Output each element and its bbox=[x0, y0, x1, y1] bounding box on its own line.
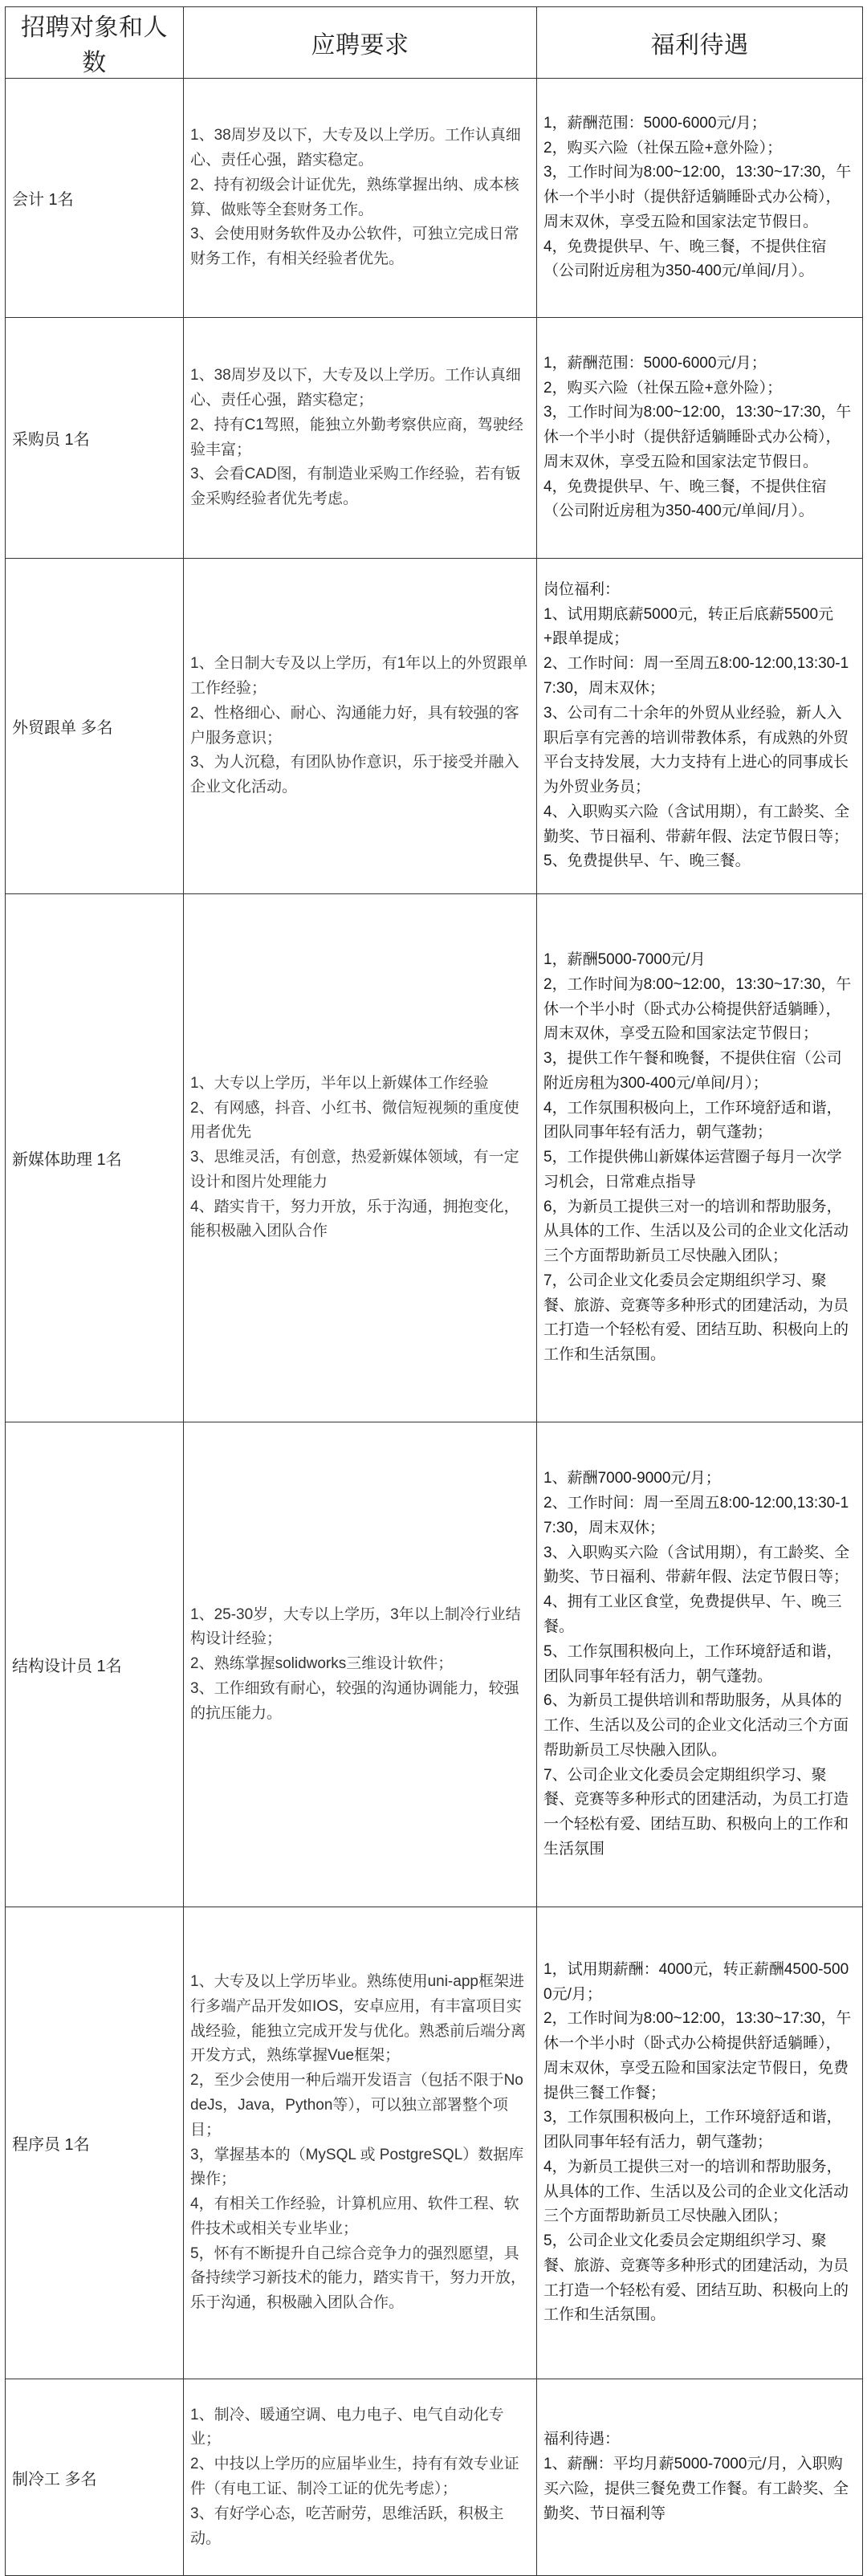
header-requirements: 应聘要求 bbox=[184, 7, 537, 79]
benefit-line: 7、公司企业文化委员会定期组织学习、聚餐、竞赛等多种形式的团建活动，为员工打造一个轻松有爱、团结互助、积极向上的工作和生活氛围 bbox=[543, 1766, 849, 1858]
benefit-line: 2，工作时间为8:00~12:00，13:30~17:30，午休一个半小时（卧式办公椅提供舒适躺睡），周末双休，享受五险和国家法定节假日，免费提供三餐工作餐； bbox=[543, 2010, 852, 2102]
requirement-line: 3、会使用财务软件及办公软件，可独立完成日常财务工作，有相关经验者优先。 bbox=[190, 226, 519, 268]
benefit-line: 7，公司企业文化委员会定期组织学习、聚餐、旅游、竞赛等多种形式的团建活动，为员工打造一个轻松有爱、团结互助、积极向上的工作和生活氛围。 bbox=[543, 1272, 849, 1364]
requirements-cell bbox=[184, 1422, 537, 1907]
requirement-line: 2、持有C1驾照，能独立外勤考察供应商，驾驶经验丰富； bbox=[190, 416, 523, 458]
benefits-cell bbox=[537, 894, 863, 1422]
table-header-row bbox=[6, 7, 863, 79]
benefit-line: 2、工作时间：周一至周五8:00-12:00,13:30-17:30，周末双休； bbox=[543, 1495, 849, 1536]
benefits-cell bbox=[537, 1422, 863, 1907]
requirement-line: 2、性格细心、耐心、沟通能力好，具有较强的客户服务意识； bbox=[190, 704, 519, 747]
benefit-line: 2、工作时间：周一至周五8:00-12:00,13:30-17:30，周末双休； bbox=[543, 655, 849, 697]
position-cell: 结构设计员 1名 bbox=[6, 1422, 184, 1907]
benefit-line: 3，工作时间为8:00~12:00，13:30~17:30，午休一个半小时（提供舒适躺睡卧式办公椅），周末双休，享受五险和国家法定节假日。 bbox=[543, 164, 852, 230]
position-cell: 制冷工 多名 bbox=[6, 2379, 184, 2576]
table-row bbox=[6, 79, 863, 318]
benefit-line: 5，公司企业文化委员会定期组织学习、聚餐、旅游、竞赛等多种形式的团建活动，为员工打造一个轻松有爱、团结互助、积极向上的工作和生活氛围。 bbox=[543, 2232, 849, 2324]
benefit-line: 4、拥有工业区食堂，免费提供早、午、晚三餐。 bbox=[543, 1593, 842, 1635]
requirement-line: 3、工作细致有耐心，较强的沟通协调能力，较强的抗压能力。 bbox=[190, 1679, 519, 1722]
requirement-line: 1、大专及以上学历毕业。熟练使用uni-app框架进行多端产品开发如IOS，安卓应用，有丰富项目实战经验，能独立完成开发与优化。熟悉前后端分离开发方式，熟练掌握Vue框架； bbox=[190, 1973, 527, 2065]
benefit-line: 1、试用期底薪5000元，转正后底薪5500元+跟单提成； bbox=[543, 605, 834, 648]
requirement-line: 1、全日制大专及以上学历，有1年以上的外贸跟单工作经验； bbox=[190, 655, 528, 697]
benefit-line: 2，购买六险（社保五险+意外险）； bbox=[543, 139, 783, 157]
benefit-line: 3，工作时间为8:00~12:00，13:30~17:30，午休一个半小时（提供舒适躺睡卧式办公椅），周末双休，享受五险和国家法定节假日。 bbox=[543, 404, 852, 470]
benefit-line: 4、入职购买六险（含试用期），有工龄奖、全勤奖、节日福利、带薪年假、法定节假日等； bbox=[543, 803, 850, 845]
position-cell: 采购员 1名 bbox=[6, 318, 184, 559]
table-row bbox=[6, 2379, 863, 2576]
benefits-cell bbox=[537, 2379, 863, 2576]
benefit-line: 3、入职购买六险（含试用期），有工龄奖、全勤奖、节日福利、带薪年假、法定节假日等； bbox=[543, 1544, 850, 1586]
benefit-line: 1，薪酬5000-7000元/月 bbox=[543, 950, 706, 968]
benefit-line: 2，工作时间为8:00~12:00，13:30~17:30，午休一个半小时（卧式办公椅提供舒适躺睡），周末双休，享受五险和国家法定节假日； bbox=[543, 975, 852, 1043]
benefit-line: 3，提供工作午餐和晚餐，不提供住宿（公司附近房租为300-400元/单间/月）； bbox=[543, 1050, 842, 1092]
requirement-line: 1、大专以上学历，半年以上新媒体工作经验 bbox=[190, 1074, 489, 1092]
table-row bbox=[6, 894, 863, 1422]
requirement-line: 4、踏实肯干，努力开放，乐于沟通，拥抱变化，能积极融入团队合作 bbox=[190, 1198, 519, 1240]
benefits-cell bbox=[537, 1907, 863, 2379]
requirement-line: 1、制冷、暖通空调、电力电子、电气自动化专业； bbox=[190, 2406, 504, 2448]
requirement-line: 3、为人沉稳，有团队协作意识，乐于接受并融入企业文化活动。 bbox=[190, 754, 519, 796]
position-cell: 新媒体助理 1名 bbox=[6, 894, 184, 1422]
requirement-line: 3、思维灵活，有创意，热爱新媒体领域，有一定设计和图片处理能力 bbox=[190, 1149, 519, 1190]
benefit-line: 4，免费提供早、午、晚三餐，不提供住宿（公司附近房租为350-400元/单间/月）。 bbox=[543, 478, 827, 520]
position-cell: 程序员 1名 bbox=[6, 1907, 184, 2379]
benefit-line: 6，为新员工提供三对一的培训和帮助服务，从具体的工作、生活以及公司的企业文化活动三个方面帮助新员工尽快融入团队； bbox=[543, 1198, 849, 1265]
benefit-line: 1，试用期薪酬：4000元，转正薪酬4500-5000元/月； bbox=[543, 1960, 849, 2003]
benefit-line: 福利待遇： bbox=[543, 2431, 621, 2448]
requirement-line: 5，怀有不断提升自己综合竞争力的强烈愿望，具备持续学习新技术的能力，踏实肯干，努力开放，乐于沟通，积极融入团队合作。 bbox=[190, 2244, 527, 2312]
recruitment-table bbox=[5, 6, 863, 2576]
benefit-line: 岗位福利： bbox=[543, 580, 621, 598]
benefits-cell bbox=[537, 79, 863, 318]
requirement-line: 2、熟练掌握solidworks三维设计软件； bbox=[190, 1655, 454, 1673]
table-row bbox=[6, 1907, 863, 2379]
position-cell: 外贸跟单 多名 bbox=[6, 559, 184, 894]
table-row bbox=[6, 318, 863, 559]
benefit-line: 3、公司有二十余年的外贸从业经验，新人入职后享有完善的培训带教体系，有成熟的外贸平台支持发展，大力支持有上进心的同事成长为外贸业务员； bbox=[543, 704, 849, 796]
benefit-line: 5，工作提供佛山新媒体运营圈子每月一次学习机会，日常难点指导 bbox=[543, 1149, 842, 1190]
requirements-cell bbox=[184, 894, 537, 1422]
table-row bbox=[6, 559, 863, 894]
position-cell: 会计 1名 bbox=[6, 79, 184, 318]
requirement-line: 1、25-30岁，大专以上学历，3年以上制冷行业结构设计经验； bbox=[190, 1605, 521, 1648]
requirement-line: 1、38周岁及以下，大专及以上学历。工作认真细心、责任心强，踏实稳定； bbox=[190, 367, 521, 409]
table-body bbox=[6, 79, 863, 2576]
requirements-cell bbox=[184, 559, 537, 894]
requirements-cell bbox=[184, 318, 537, 559]
benefit-line: 1、薪酬7000-9000元/月； bbox=[543, 1470, 721, 1487]
benefit-line: 3，工作氛围积极向上，工作环境舒适和谐，团队同事年轻有活力，朝气蓬勃； bbox=[543, 2109, 842, 2151]
header-benefits: 福利待遇 bbox=[537, 7, 863, 79]
requirements-cell bbox=[184, 79, 537, 318]
benefits-cell bbox=[537, 318, 863, 559]
requirement-line: 2，至少会使用一种后端开发语言（包括不限于NodeJs，Java，Python等），可以独立部署整个项目； bbox=[190, 2072, 523, 2139]
benefit-line: 4，免费提供早、午、晚三餐，不提供住宿（公司附近房租为350-400元/单间/月）。 bbox=[543, 238, 827, 280]
requirement-line: 2、持有初级会计证优先，熟练掌握出纳、成本核算、做账等全套财务工作。 bbox=[190, 176, 519, 218]
benefit-line: 5、工作氛围积极向上，工作环境舒适和谐，团队同事年轻有活力，朝气蓬勃。 bbox=[543, 1642, 842, 1685]
requirement-line: 4，有相关工作经验，计算机应用、软件工程、软件技术或相关专业毕业； bbox=[190, 2196, 519, 2237]
requirement-line: 2、中技以上学历的应届毕业生，持有有效专业证件（有电工证、制冷工证的优先考虑）； bbox=[190, 2456, 519, 2497]
requirement-line: 3、有好学心态，吃苦耐劳，思维活跃，积极主动。 bbox=[190, 2505, 504, 2547]
requirement-line: 3、会看CAD图，有制造业采购工作经验，若有钣金采购经验者优先考虑。 bbox=[190, 466, 521, 508]
benefit-line: 4，为新员工提供三对一的培训和帮助服务，从具体的工作、生活以及公司的企业文化活动三个方面帮助新员工尽快融入团队； bbox=[543, 2158, 849, 2225]
requirements-cell bbox=[184, 1907, 537, 2379]
header-positions: 招聘对象和人数 bbox=[6, 7, 184, 79]
requirement-line: 3，掌握基本的（MySQL 或 PostgreSQL）数据库操作； bbox=[190, 2146, 524, 2188]
benefit-line: 4，工作氛围积极向上，工作环境舒适和谐，团队同事年轻有活力，朝气蓬勃； bbox=[543, 1099, 842, 1141]
benefit-line: 6、为新员工提供培训和帮助服务，从具体的工作、生活以及公司的企业文化活动三个方面帮助新员工尽快融入团队。 bbox=[543, 1692, 849, 1759]
benefit-line: 5、免费提供早、午、晚三餐。 bbox=[543, 853, 751, 870]
requirements-cell bbox=[184, 2379, 537, 2576]
benefit-line: 1，薪酬范围：5000-6000元/月； bbox=[543, 114, 767, 132]
benefit-line: 1、薪酬：平均月薪5000-7000元/月，入职购买六险，提供三餐免费工作餐。有工龄奖、全勤奖、节日福利等 bbox=[543, 2456, 849, 2522]
requirement-line: 1、38周岁及以下，大专及以上学历。工作认真细心、责任心强，踏实稳定。 bbox=[190, 127, 521, 169]
benefit-line: 1，薪酬范围：5000-6000元/月； bbox=[543, 354, 767, 372]
benefits-cell bbox=[537, 559, 863, 894]
requirement-line: 2、有网感，抖音、小红书、微信短视频的重度使用者优先 bbox=[190, 1099, 519, 1141]
table-row bbox=[6, 1422, 863, 1907]
benefit-line: 2，购买六险（社保五险+意外险）； bbox=[543, 379, 783, 397]
